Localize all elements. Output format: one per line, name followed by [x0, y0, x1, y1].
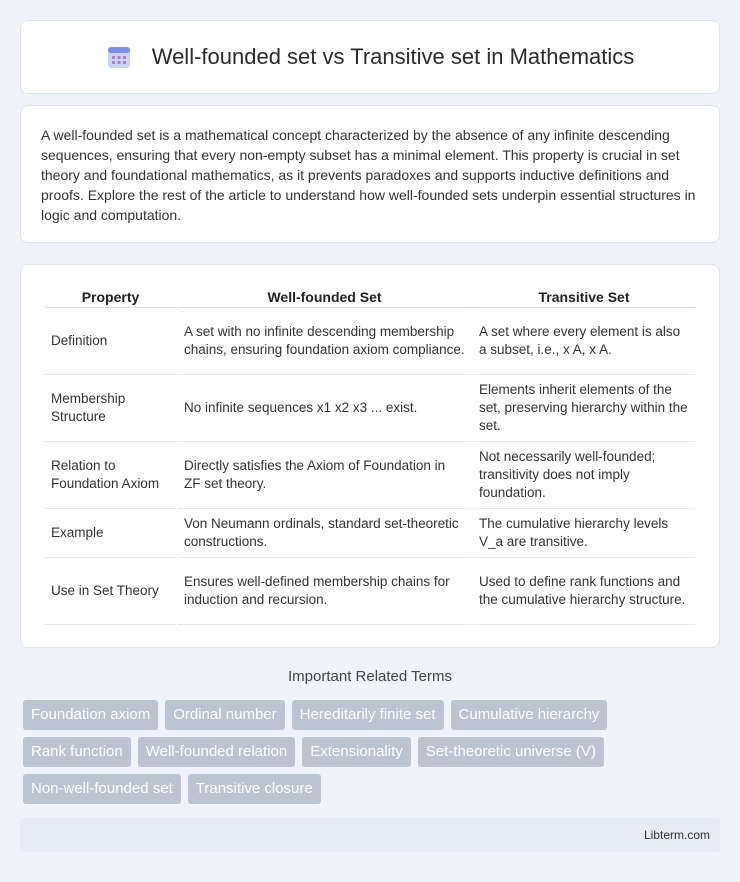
- related-term-tag[interactable]: Rank function: [23, 737, 131, 767]
- transitive-cell: Not necessarily well-founded; transitivity does not imply foundation.: [473, 442, 695, 509]
- comparison-card: [20, 264, 720, 648]
- footer-bar: [20, 818, 720, 852]
- related-term-tag[interactable]: Foundation axiom: [23, 700, 158, 730]
- property-cell: Definition: [45, 308, 176, 375]
- well-founded-cell: Directly satisfies the Axiom of Foundation in ZF set theory.: [178, 442, 471, 509]
- related-term-tag[interactable]: Transitive closure: [188, 774, 321, 804]
- related-term-tag[interactable]: Ordinal number: [165, 700, 284, 730]
- related-term-tag[interactable]: Non-well-founded set: [23, 774, 181, 804]
- property-cell: Membership Structure: [45, 375, 176, 442]
- property-cell: Use in Set Theory: [45, 558, 176, 625]
- table-row: [45, 558, 695, 625]
- property-cell: Relation to Foundation Axiom: [45, 442, 176, 509]
- related-term-tag[interactable]: Hereditarily finite set: [292, 700, 444, 730]
- title-card: [20, 20, 720, 94]
- well-founded-cell: Ensures well-defined membership chains for induction and recursion.: [178, 558, 471, 625]
- transitive-cell: Elements inherit elements of the set, preserving hierarchy within the set.: [473, 375, 695, 442]
- intro-card: [20, 105, 720, 243]
- header-well-founded: Well-founded Set: [178, 285, 471, 308]
- site-credit[interactable]: Libterm.com: [643, 828, 710, 842]
- related-term-tag[interactable]: Well-founded relation: [138, 737, 295, 767]
- well-founded-cell: No infinite sequences x1 x2 x3 ... exist.: [178, 375, 471, 442]
- page-title: Well-founded set vs Transitive set in Mathematics: [151, 44, 635, 69]
- table-row: [45, 442, 695, 509]
- header-transitive: Transitive Set: [473, 285, 695, 308]
- comparison-table: [43, 285, 697, 625]
- property-cell: Example: [45, 509, 176, 558]
- related-terms-title: Important Related Terms: [288, 668, 452, 685]
- related-term-tag[interactable]: Extensionality: [302, 737, 411, 767]
- well-founded-cell: Von Neumann ordinals, standard set-theoretic constructions.: [178, 509, 471, 558]
- related-terms-list: [23, 700, 723, 811]
- table-row: [45, 308, 695, 375]
- well-founded-cell: A set with no infinite descending membership chains, ensuring foundation axiom compliance.: [178, 308, 471, 375]
- header-property: Property: [45, 285, 176, 308]
- table-row: [45, 375, 695, 442]
- table-row: [45, 509, 695, 558]
- transitive-cell: The cumulative hierarchy levels V_a are transitive.: [473, 509, 695, 558]
- table-header-row: [45, 285, 695, 308]
- related-term-tag[interactable]: Cumulative hierarchy: [451, 700, 608, 730]
- intro-paragraph: A well-founded set is a mathematical concept characterized by the absence of any infinite descending sequences, ensuring that every non-empty subset has a minimal element. This property is crucial in set theory and foundational mathematics, as it prevents paradoxes and supports inductive definitions and proofs. Explore the rest of the article to understand how well-founded sets underpin essential structures in logic and computation.: [41, 127, 696, 223]
- transitive-cell: Used to define rank functions and the cumulative hierarchy structure.: [473, 558, 695, 625]
- related-term-tag[interactable]: Set-theoretic universe (V): [418, 737, 604, 767]
- calendar-grid-icon: [106, 44, 132, 70]
- transitive-cell: A set where every element is also a subset, i.e., x A, x A.: [473, 308, 695, 375]
